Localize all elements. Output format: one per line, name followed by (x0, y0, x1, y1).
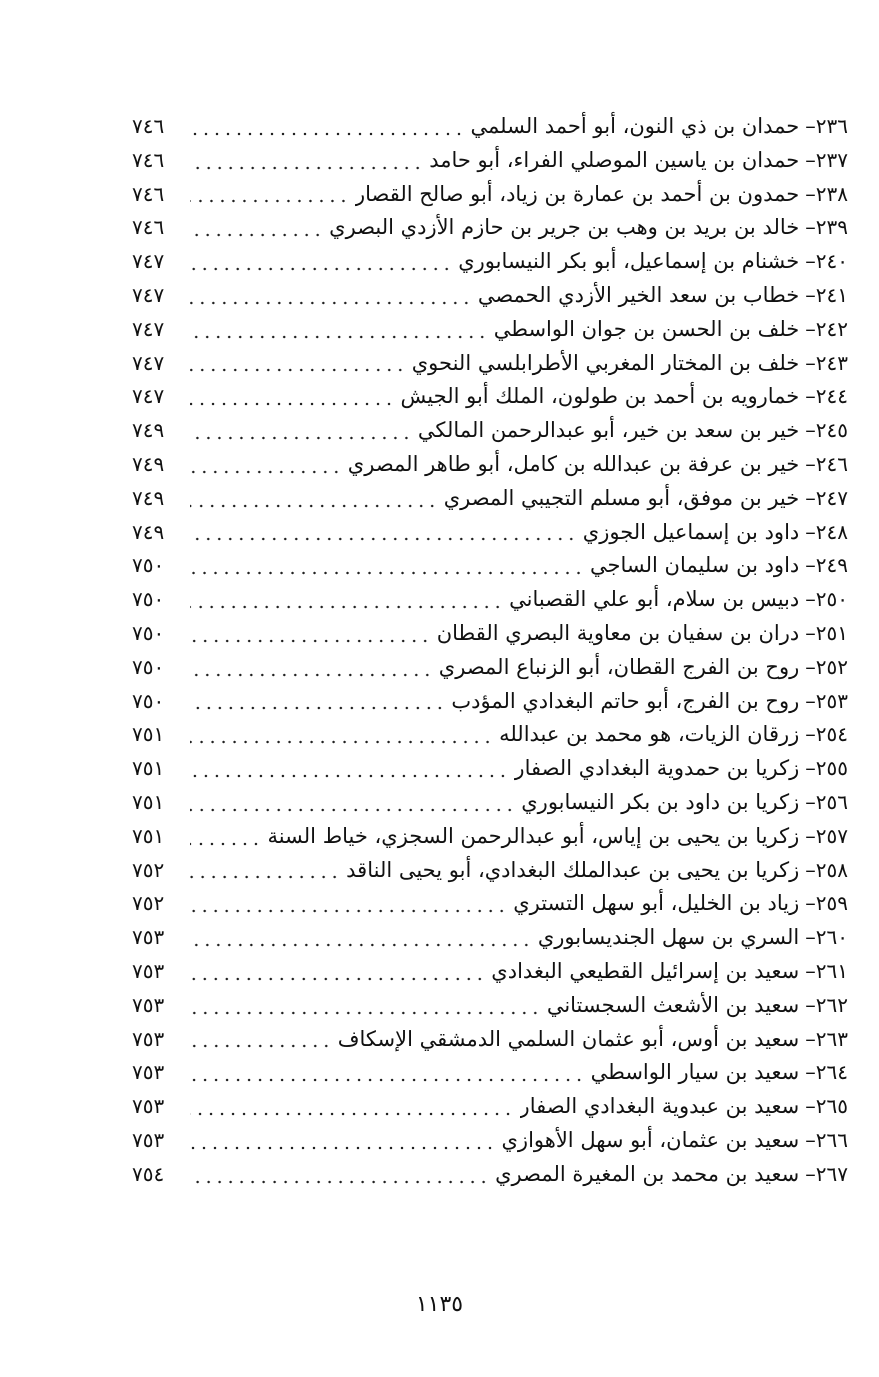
entry-dash: – (805, 823, 816, 848)
toc-entry (132, 820, 848, 854)
entry-dash: – (805, 553, 816, 578)
entry-page-number: ٧٤٩ (132, 418, 165, 443)
toc-entry (132, 718, 848, 752)
entry-dash: – (805, 958, 816, 983)
entry-number: ٢٦١ (815, 958, 848, 983)
entry-number: ٢٥٣ (815, 688, 848, 713)
entry-title: زرقان الزيات، هو محمد بن عبدالله (499, 722, 800, 747)
entry-number: ٢٦٥ (815, 1094, 848, 1119)
dot-leader (190, 470, 342, 474)
toc-entry (132, 313, 848, 347)
entry-title: سعيد بن أوس، أبو عثمان السلمي الدمشقي الإسكاف (337, 1026, 800, 1051)
entry-number: ٢٤٣ (815, 350, 848, 375)
toc-entry (132, 1158, 848, 1192)
toc-entry (132, 279, 848, 313)
toc-entry (132, 516, 848, 550)
dot-leader (190, 571, 584, 575)
dot-leader (190, 199, 349, 203)
dot-leader (190, 977, 485, 981)
entry-number: ٢٦٧ (815, 1161, 848, 1186)
entry-title: روح بن الفرج القطان، أبو الزنباع المصري (438, 654, 800, 679)
entry-dash: – (805, 891, 816, 916)
entry-title: سعيد بن إسرائيل القطيعي البغدادي (491, 958, 800, 983)
entry-page-number: ٧٤٧ (132, 282, 165, 307)
entry-page-number: ٧٥٣ (132, 1094, 165, 1119)
entry-title: خشنام بن إسماعيل، أبو بكر النيسابوري (458, 249, 800, 274)
entry-title: روح بن الفرج، أبو حاتم البغدادي المؤدب (451, 688, 800, 713)
toc-entry (132, 1023, 848, 1057)
entry-number: ٢٤٤ (815, 384, 848, 409)
entry-page-number: ٧٥١ (132, 756, 165, 781)
dot-leader (190, 1078, 585, 1082)
dot-leader (190, 402, 395, 406)
dot-leader (190, 537, 577, 541)
toc-entry (132, 144, 848, 178)
entry-dash: – (805, 722, 816, 747)
entry-page-number: ٧٥٠ (132, 654, 165, 679)
entry-title: زكريا بن يحيى بن عبدالملك البغدادي، أبو يحيى الناقد (346, 857, 800, 882)
entry-page-number: ٧٥١ (132, 722, 165, 747)
entry-page-number: ٧٥٠ (132, 587, 165, 612)
dot-leader (190, 1180, 489, 1184)
entry-title: خطاب بن سعد الخير الأزدي الحمصي (477, 282, 800, 307)
dot-leader (190, 909, 507, 913)
entry-title: دبيس بن سلام، أبو علي القصباني (509, 587, 800, 612)
toc-entry (132, 178, 848, 212)
entry-dash: – (805, 1127, 816, 1152)
dot-leader (190, 706, 445, 710)
toc-entry (132, 482, 848, 516)
entry-dash: – (805, 114, 816, 138)
entry-page-number: ٧٥٣ (132, 1026, 165, 1051)
entry-number: ٢٥٦ (815, 789, 848, 814)
toc-entry (132, 752, 848, 786)
dot-leader (190, 639, 431, 643)
toc-entry (132, 989, 848, 1023)
entry-page-number: ٧٥١ (132, 823, 165, 848)
entry-dash: – (805, 147, 816, 172)
entry-title: السري بن سهل الجنديسابوري (537, 925, 800, 950)
toc-entry (132, 414, 848, 448)
entry-title: زكريا بن داود بن بكر النيسابوري (521, 789, 800, 814)
toc-entry (132, 1056, 848, 1090)
entry-page-number: ٧٥١ (132, 789, 165, 814)
entry-number: ٢٥٠ (815, 587, 848, 612)
toc-entry (132, 921, 848, 955)
toc-entry (132, 854, 848, 888)
dot-leader (190, 267, 452, 271)
entry-page-number: ٧٤٦ (132, 181, 165, 206)
entry-number: ٢٦٦ (815, 1127, 848, 1152)
entry-title: سعيد بن عثمان، أبو سهل الأهوازي (501, 1127, 800, 1152)
entry-dash: – (805, 316, 816, 341)
toc-entry (132, 617, 848, 651)
entry-page-number: ٧٥٣ (132, 1060, 165, 1085)
entry-number: ٢٣٨ (815, 181, 848, 206)
entry-dash: – (805, 925, 816, 950)
dot-leader (190, 808, 515, 812)
toc-entry (132, 583, 848, 617)
entry-dash: – (805, 1094, 816, 1119)
entry-title: زياد بن الخليل، أبو سهل التستري (513, 891, 800, 916)
entry-number: ٢٣٩ (815, 215, 848, 240)
entry-title: حمدان بن ياسين الموصلي الفراء، أبو حامد (429, 147, 800, 172)
toc-entry (132, 211, 848, 245)
toc-entry (132, 887, 848, 921)
entry-page-number: ٧٤٦ (132, 215, 165, 240)
entry-number: ٢٥٧ (815, 823, 848, 848)
entry-page-number: ٧٤٩ (132, 485, 165, 510)
dot-leader (190, 1011, 541, 1015)
entry-title: خير بن سعد بن خير، أبو عبدالرحمن المالكي (417, 418, 800, 443)
entry-dash: – (805, 789, 816, 814)
toc-entry (132, 549, 848, 583)
dot-leader (190, 842, 261, 846)
entry-page-number: ٧٥٠ (132, 688, 165, 713)
entry-title: سعيد بن عبدوية البغدادي الصفار (519, 1094, 800, 1119)
dot-leader (190, 740, 493, 744)
entry-page-number: ٧٤٧ (132, 316, 165, 341)
dot-leader (190, 368, 406, 372)
entry-dash: – (805, 181, 816, 206)
page-number: ١١٣٥ (415, 1292, 464, 1317)
entry-title: زكريا بن يحيى بن إياس، أبو عبدالرحمن السجزي، خياط السنة (267, 823, 800, 848)
entry-number: ٢٤١ (815, 282, 848, 307)
dot-leader (190, 1044, 332, 1048)
entry-dash: – (805, 756, 816, 781)
toc-entry (132, 1090, 848, 1124)
entry-title: زكريا بن حمدوية البغدادي الصفار (514, 756, 800, 781)
entry-page-number: ٧٥٢ (132, 891, 165, 916)
entry-title: خالد بن بريد بن وهب بن جرير بن حازم الأزدي البصري (329, 215, 800, 240)
entry-title: خمارويه بن أحمد بن طولون، الملك أبو الجيش (400, 384, 800, 409)
entry-dash: – (805, 587, 816, 612)
entry-number: ٢٤٨ (815, 519, 848, 544)
entry-dash: – (805, 857, 816, 882)
entry-number: ٢٦٣ (815, 1026, 848, 1051)
entry-title: دران بن سفيان بن معاوية البصري القطان (436, 620, 800, 645)
entry-number: ٢٥٥ (815, 756, 848, 781)
entry-dash: – (805, 519, 816, 544)
toc-entry (132, 448, 848, 482)
entry-page-number: ٧٤٧ (132, 249, 165, 274)
entry-number: ٢٤٩ (815, 553, 848, 578)
toc-entry (132, 110, 848, 144)
entry-dash: – (805, 620, 816, 645)
entry-dash: – (805, 418, 816, 443)
entry-dash: – (805, 249, 816, 274)
entry-title: حمدان بن ذي النون، أبو أحمد السلمي (470, 114, 800, 138)
entry-number: ٢٣٦ (815, 114, 848, 138)
toc-entry (132, 685, 848, 719)
entry-number: ٢٥٤ (815, 722, 848, 747)
dot-leader (190, 132, 465, 136)
entry-number: ٢٤٢ (815, 316, 848, 341)
entry-number: ٢٥٩ (815, 891, 848, 916)
entry-page-number: ٧٥٣ (132, 958, 165, 983)
toc-entry (132, 651, 848, 685)
entry-title: سعيد بن سيار الواسطي (590, 1060, 800, 1085)
dot-leader (190, 943, 532, 947)
entry-number: ٢٤٥ (815, 418, 848, 443)
entry-title: خلف بن الحسن بن جوان الواسطي (493, 316, 800, 341)
dot-leader (190, 436, 412, 440)
dot-leader (190, 605, 503, 609)
dot-leader (190, 875, 340, 879)
entry-title: حمدون بن أحمد بن عمارة بن زياد، أبو صالح القصار (354, 181, 800, 206)
dot-leader (190, 233, 323, 237)
toc-entry (132, 245, 848, 279)
entry-dash: – (805, 1060, 816, 1085)
dot-leader (190, 1146, 496, 1150)
entry-page-number: ٧٤٧ (132, 350, 165, 375)
entry-title: خلف بن المختار المغربي الأطرابلسي النحوي (411, 350, 800, 375)
entry-dash: – (805, 215, 816, 240)
entry-dash: – (805, 485, 816, 510)
entry-title: داود بن سليمان الساجي (590, 553, 800, 578)
toc-entry (132, 1124, 848, 1158)
entry-number: ٢٤٧ (815, 485, 848, 510)
entry-page-number: ٧٤٩ (132, 451, 165, 476)
entry-number: ٢٦٢ (815, 992, 848, 1017)
entry-number: ٢٥٢ (815, 654, 848, 679)
entry-page-number: ٧٥٠ (132, 553, 165, 578)
entry-number: ٢٤٦ (815, 451, 848, 476)
toc-entry (132, 786, 848, 820)
dot-leader (190, 774, 508, 778)
dot-leader (190, 335, 488, 339)
dot-leader (190, 1112, 514, 1116)
toc-entry (132, 380, 848, 414)
entry-dash: – (805, 1161, 816, 1186)
entry-page-number: ٧٥٣ (132, 925, 165, 950)
entry-dash: – (805, 350, 816, 375)
entry-page-number: ٧٤٧ (132, 384, 165, 409)
entry-number: ٢٣٧ (815, 147, 848, 172)
entry-page-number: ٧٥٢ (132, 857, 165, 882)
entry-page-number: ٧٤٩ (132, 519, 165, 544)
entry-number: ٢٤٠ (815, 249, 848, 274)
entry-dash: – (805, 1026, 816, 1051)
dot-leader (190, 504, 438, 508)
entry-title: داود بن إسماعيل الجوزي (582, 519, 800, 544)
entry-title: خير بن موفق، أبو مسلم التجيبي المصري (443, 485, 800, 510)
entry-dash: – (805, 451, 816, 476)
toc-entry (132, 347, 848, 381)
entry-dash: – (805, 282, 816, 307)
entry-title: سعيد بن محمد بن المغيرة المصري (495, 1161, 800, 1186)
entry-dash: – (805, 688, 816, 713)
entry-title: خير بن عرفة بن عبدالله بن كامل، أبو طاهر المصري (347, 451, 800, 476)
dot-leader (190, 301, 472, 305)
entry-dash: – (805, 654, 816, 679)
dot-leader (190, 673, 433, 677)
entry-title: سعيد بن الأشعث السجستاني (546, 992, 800, 1017)
entry-page-number: ٧٥٠ (132, 620, 165, 645)
toc-entry (132, 955, 848, 989)
toc-list (132, 110, 848, 1192)
entry-number: ٢٦٠ (815, 925, 848, 950)
entry-number: ٢٥١ (815, 620, 848, 645)
entry-page-number: ٧٥٣ (132, 992, 165, 1017)
entry-page-number: ٧٥٣ (132, 1127, 165, 1152)
entry-number: ٢٥٨ (815, 857, 848, 882)
entry-dash: – (805, 384, 816, 409)
dot-leader (190, 166, 423, 170)
entry-number: ٢٦٤ (815, 1060, 848, 1085)
entry-page-number: ٧٥٤ (132, 1161, 165, 1186)
entry-page-number: ٧٤٦ (132, 114, 165, 138)
entry-page-number: ٧٤٦ (132, 147, 165, 172)
entry-dash: – (805, 992, 816, 1017)
